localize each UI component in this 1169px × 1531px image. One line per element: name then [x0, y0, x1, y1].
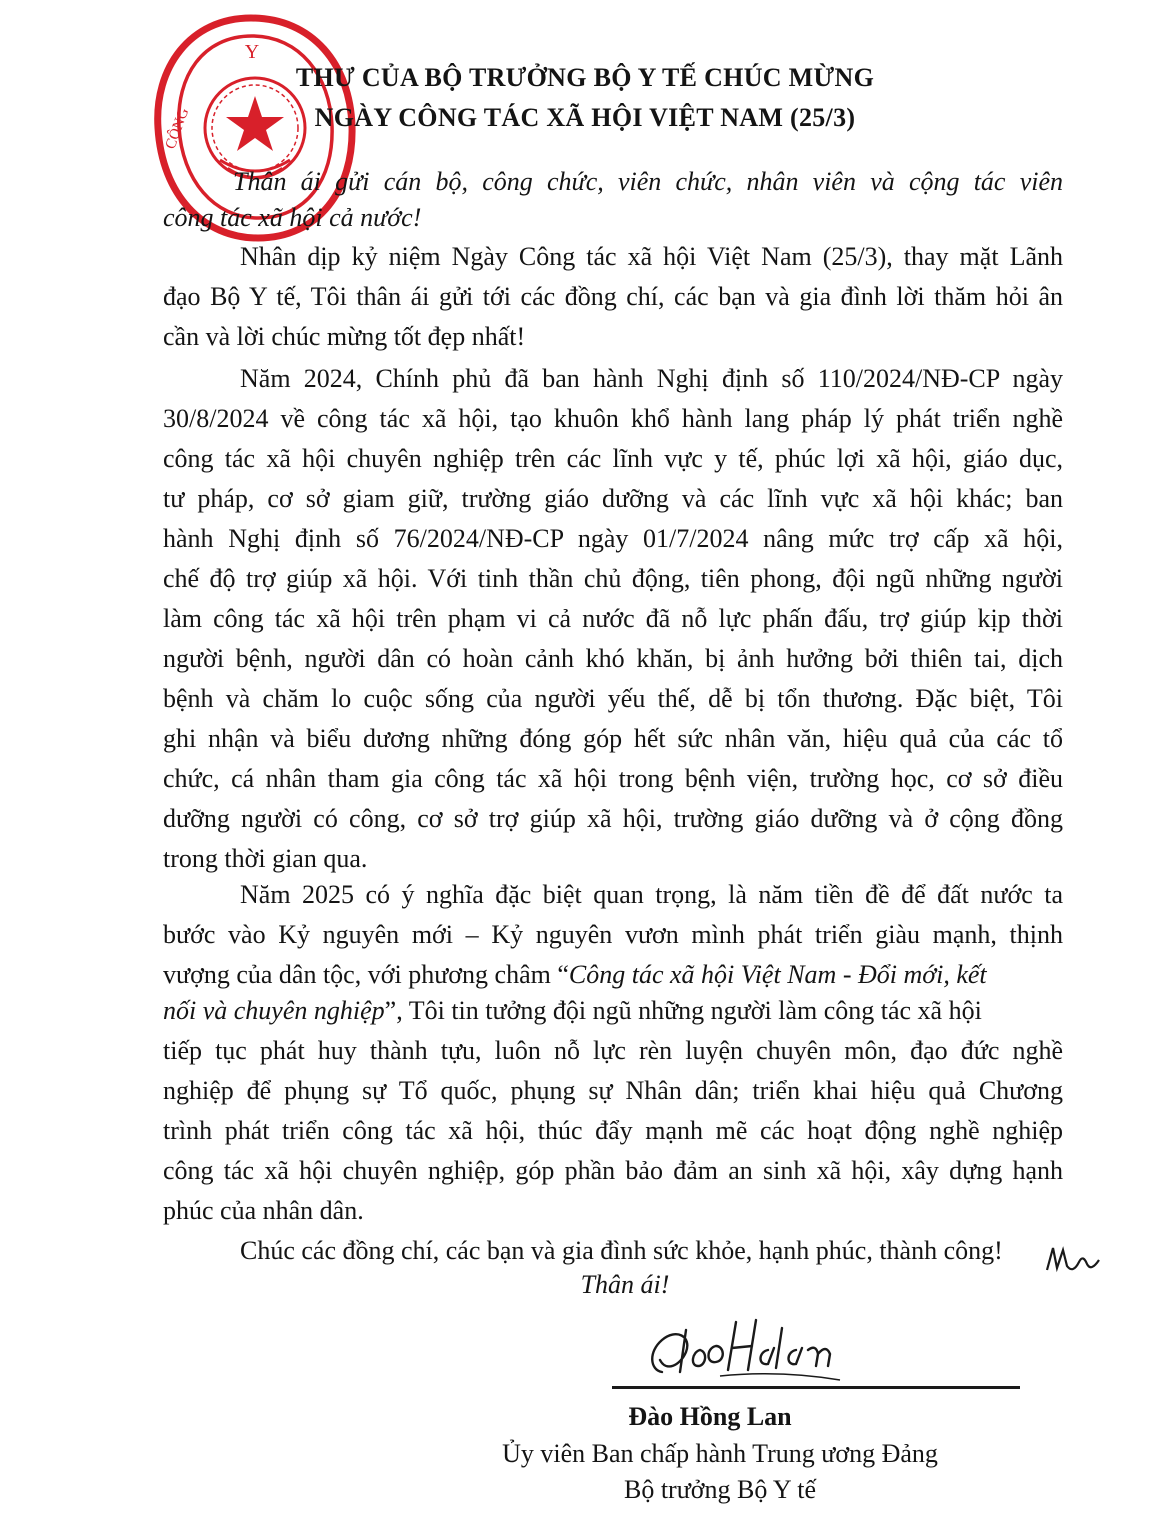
- signature-line: [612, 1386, 1020, 1389]
- paragraph-2-line: công tác xã hội chuyên nghiệp trên các lĩnh vực y tế, phúc lợi xã hội, giáo dục,: [163, 444, 1063, 473]
- signer-title-1: Ủy viên Ban chấp hành Trung ương Đảng: [502, 1439, 938, 1468]
- motto-text: Công tác xã hội Việt Nam - Đổi mới, kết: [568, 960, 987, 989]
- signer-title-2: Bộ trưởng Bộ Y tế: [623, 1475, 817, 1504]
- paragraph-3-line: bước vào Kỷ nguyên mới – Kỷ nguyên vươn mình phát triển giàu mạnh, thịnh: [163, 920, 1063, 949]
- seal-side-text: CỘNG: [162, 105, 193, 152]
- greeting-line-1: Thân ái gửi cán bộ, công chức, viên chức, nhân viên và cộng tác viên: [233, 167, 1063, 196]
- paragraph-3-line: tiếp tục phát huy thành tựu, luôn nỗ lực rèn luyện chuyên môn, đạo đức nghề: [163, 1036, 1063, 1065]
- paragraph-3-line-with-motto: [163, 996, 1063, 1026]
- letter-title-line-1: THƯ CỦA BỘ TRƯỞNG BỘ Y TẾ CHÚC MỪNG: [295, 63, 875, 92]
- initial-mark: [1043, 1240, 1103, 1280]
- paragraph-1-line: cần và lời chúc mừng tốt đẹp nhất!: [163, 322, 526, 351]
- seal-top-letter: Y: [244, 41, 260, 63]
- paragraph-1-line: đạo Bộ Y tế, Tôi thân ái gửi tới các đồng chí, các bạn và gia đình lời thăm hỏi ân: [163, 282, 1063, 311]
- paragraph-2-line: làm công tác xã hội trên phạm vi cả nước đã nỗ lực phấn đấu, trợ giúp kịp thời: [163, 604, 1063, 633]
- letter-title-line-2: NGÀY CÔNG TÁC XÃ HỘI VIỆT NAM (25/3): [314, 103, 856, 132]
- closing-wishes: Chúc các đồng chí, các bạn và gia đình sức khỏe, hạnh phúc, thành công!: [240, 1236, 1003, 1265]
- regards-text: Thân ái!: [580, 1270, 670, 1299]
- motto-text: nối và chuyên nghiệp: [163, 996, 385, 1025]
- paragraph-3-text: vượng của dân tộc, với phương châm “: [163, 960, 569, 989]
- signer-name: Đào Hồng Lan: [628, 1402, 792, 1431]
- paragraph-3-line: công tác xã hội chuyên nghiệp, góp phần bảo đảm an sinh xã hội, xây dựng hạnh: [163, 1156, 1063, 1185]
- handwritten-signature: [640, 1300, 850, 1390]
- paragraph-2-line: bệnh và chăm lo cuộc sống của người yếu thế, dễ bị tổn thương. Đặc biệt, Tôi: [163, 684, 1063, 713]
- paragraph-2-line: chế độ trợ giúp xã hội. Với tinh thần chủ động, tiên phong, đội ngũ những người: [163, 564, 1063, 593]
- greeting-line-2: công tác xã hội cả nước!: [163, 203, 422, 232]
- paragraph-2-line: ghi nhận và biểu dương những đóng góp hết sức nhân văn, hiệu quả của các tổ: [163, 724, 1063, 753]
- paragraph-3-line: phúc của nhân dân.: [163, 1196, 364, 1225]
- paragraph-2-line: hành Nghị định số 76/2024/NĐ-CP ngày 01/7/2024 nâng mức trợ cấp xã hội,: [163, 524, 1063, 553]
- paragraph-2-line: trong thời gian qua.: [163, 844, 368, 873]
- paragraph-2-line: người bệnh, người dân có hoàn cảnh khó khăn, bị ảnh hưởng bởi thiên tai, dịch: [163, 644, 1063, 673]
- paragraph-3-line-with-motto: [163, 960, 1063, 990]
- paragraph-3-line: nghiệp để phụng sự Tổ quốc, phụng sự Nhân dân; triển khai hiệu quả Chương: [163, 1076, 1063, 1105]
- paragraph-2-line: dưỡng người có công, cơ sở trợ giúp xã hội, trường giáo dưỡng và ở cộng đồng: [163, 804, 1063, 833]
- paragraph-2-line: tư pháp, cơ sở giam giữ, trường giáo dưỡng và các lĩnh vực xã hội khác; ban: [163, 484, 1063, 513]
- paragraph-2-line: Năm 2024, Chính phủ đã ban hành Nghị định số 110/2024/NĐ-CP ngày: [240, 364, 1063, 393]
- paragraph-2-line: chức, cá nhân tham gia công tác xã hội trong bệnh viện, trường học, cơ sở điều: [163, 764, 1063, 793]
- paragraph-3-line: trình phát triển công tác xã hội, thúc đẩy mạnh mẽ các hoạt động nghề nghiệp: [163, 1116, 1063, 1145]
- paragraph-3-line: Năm 2025 có ý nghĩa đặc biệt quan trọng, là năm tiền đề để đất nước ta: [240, 880, 1063, 909]
- paragraph-1-line: Nhân dịp kỷ niệm Ngày Công tác xã hội Việt Nam (25/3), thay mặt Lãnh: [240, 242, 1063, 271]
- paragraph-3-text: ”, Tôi tin tưởng đội ngũ những người làm công tác xã hội: [384, 996, 982, 1025]
- paragraph-2-line: 30/8/2024 về công tác xã hội, tạo khuôn khổ hành lang pháp lý phát triển nghề: [163, 404, 1063, 433]
